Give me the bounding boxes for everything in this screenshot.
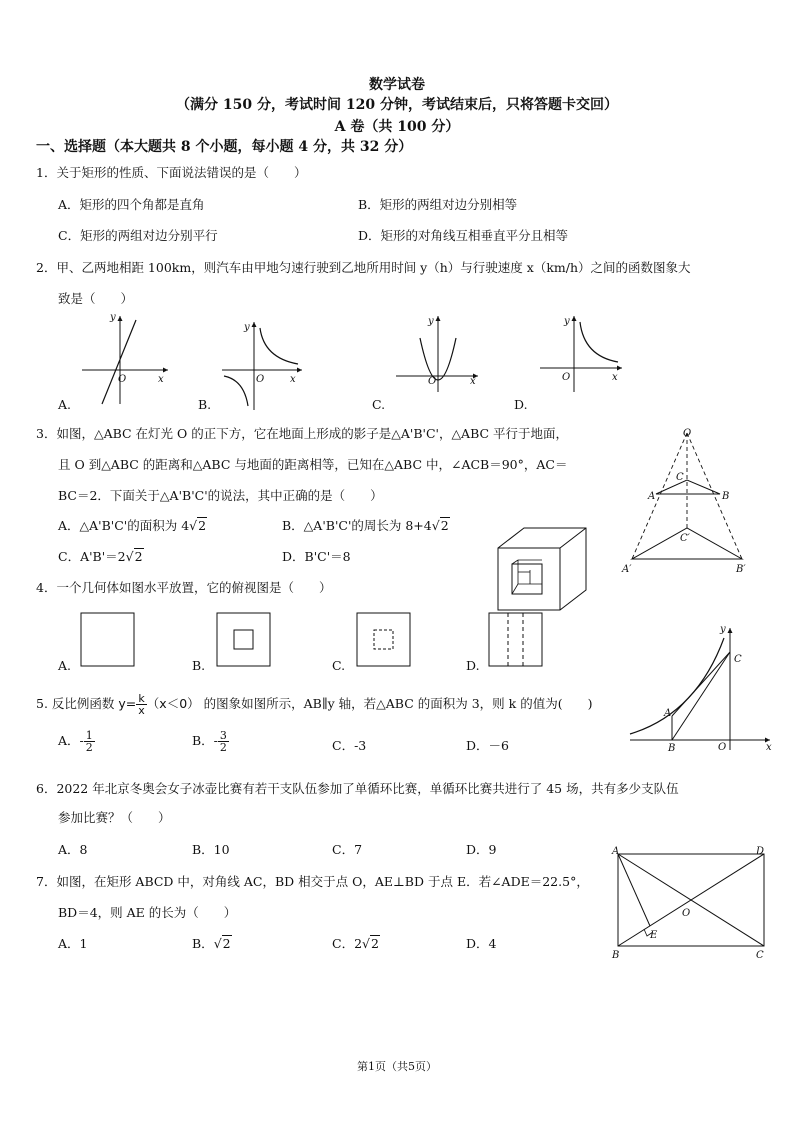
q1-option-c: C．矩形的两组对边分别平行 — [58, 228, 218, 243]
q3a-text: A．△A'B'C'的面积为 4 — [58, 518, 190, 533]
q2-graph-a — [80, 312, 170, 404]
q3c-radicand: 2 — [134, 549, 143, 564]
q7b-text: B． — [192, 936, 214, 951]
q3-label-O: O — [683, 428, 692, 439]
q6-option-b: B．10 — [192, 842, 230, 857]
volume-heading: A 卷（共 100 分） — [334, 119, 460, 135]
q6-option-a: A．8 — [58, 842, 88, 857]
q5-func-y: y — [118, 696, 126, 711]
q4-solid-figure — [494, 524, 594, 614]
q3-line3: BC＝2．下面关于△A'B'C'的说法，其中正确的是（ ） — [58, 488, 383, 503]
q3-label-B: B — [722, 491, 730, 502]
q2b-origin-label: O — [256, 374, 265, 385]
q3-option-c — [58, 547, 144, 565]
q2a-origin-label: O — [118, 374, 127, 385]
q4-option-a: A. — [58, 658, 72, 673]
q5b-frac — [218, 730, 229, 753]
q5-label-x: x — [766, 742, 772, 753]
q5a-den: 2 — [85, 741, 93, 754]
q5-option-b — [192, 730, 229, 753]
q3c-sqrt: √2 — [125, 549, 143, 564]
q3-label-C: C — [676, 472, 684, 483]
q3-label-B1: B′ — [736, 564, 746, 575]
q5a-frac — [84, 730, 95, 753]
q7c-text: C．2 — [332, 936, 363, 951]
q2-option-b: B. — [198, 397, 212, 412]
q2-stem-line1: 2．甲、乙两地相距 100km，则汽车由甲地匀速行驶到乙地所用时间 y（h）与行驶速度 x（km/h）之间的函数图象大 — [36, 260, 691, 275]
q7-figure — [608, 844, 774, 962]
q5-label-C: C — [734, 654, 742, 665]
q3-option-a — [58, 516, 207, 534]
q5-stem — [36, 693, 592, 716]
q4-stem: 4．一个几何体如图水平放置，它的俯视图是（ ） — [36, 580, 332, 595]
q7-label-A: A — [612, 846, 620, 857]
q2d-origin-label: O — [562, 372, 571, 383]
q3-figure — [618, 424, 758, 576]
q1-stem: 1．关于矩形的性质、下面说法错误的是（ ） — [36, 165, 307, 180]
q5-label-y: y — [720, 624, 726, 635]
q4-option-c-figure — [356, 612, 412, 668]
q5-figure — [626, 624, 776, 752]
q5-func-eq: = — [125, 696, 137, 711]
q3-label-A: A — [648, 491, 656, 502]
q2c-origin-label: O — [428, 376, 437, 387]
q7-line2: BD＝4，则 AE 的长为（ ） — [58, 905, 237, 920]
q6-option-c: C．7 — [332, 842, 363, 857]
q2-graph-c — [394, 312, 484, 404]
q2b-y-label: y — [244, 322, 250, 333]
q5-stem-post: 的图象如图所示，AB∥y 轴，若△ABC 的面积为 3，则 k 的值为( ) — [203, 696, 593, 711]
q3a-sqrt: √2 — [189, 518, 207, 533]
q4-option-c: C. — [332, 658, 346, 673]
q2d-x-label: x — [612, 372, 618, 383]
q5b-text: B．- — [192, 733, 218, 748]
exam-title: 数学试卷 — [369, 77, 425, 93]
q2-graph-d — [538, 312, 628, 404]
q7-label-C: C — [756, 950, 764, 961]
q5-label-A: A — [664, 708, 672, 719]
q5-label-O: O — [718, 742, 727, 753]
q2a-x-label: x — [158, 374, 164, 385]
q5-stem-pre: 5. 反比例函数 — [36, 696, 115, 711]
q5-func-cond: （x＜0） — [146, 696, 200, 711]
q2c-y-label: y — [428, 316, 434, 327]
q3b-text: B．△A'B'C'的周长为 8+4 — [282, 518, 432, 533]
q5a-text: A．- — [58, 733, 84, 748]
q6-line1: 6．2022 年北京冬奥会女子冰壶比赛有若干支队伍参加了单循环比赛，单循环比赛共进行了 45 场，共有多少支队伍 — [36, 781, 679, 796]
q7-option-b — [192, 934, 232, 952]
q3-option-b — [282, 516, 450, 534]
q3-line1: 3．如图，△ABC 在灯光 O 的正下方，它在地面上形成的影子是△A'B'C'，△ABC 平行于地面， — [36, 426, 569, 441]
q7b-sqrt: √2 — [213, 936, 231, 951]
q5b-den: 2 — [219, 741, 227, 754]
q2d-y-label: y — [564, 316, 570, 327]
q7-label-E: E — [650, 930, 658, 941]
q2-graph-b — [220, 318, 310, 410]
page-footer: 第1页（共5页） — [357, 1060, 437, 1073]
q3-line2: 且 O 到△ABC 的距离和△ABC 与地面的距离相等，已知在△ABC 中，∠ACB＝90°，AC＝ — [58, 457, 568, 472]
q5-function — [118, 692, 203, 717]
q3c-text: C．A'B'＝2 — [58, 549, 126, 564]
q3b-sqrt: √2 — [431, 518, 449, 533]
q4-option-a-figure — [80, 612, 136, 668]
q2b-x-label: x — [290, 374, 296, 385]
q1-option-d: D．矩形的对角线互相垂直平分且相等 — [358, 228, 569, 243]
q7-option-a: A．1 — [58, 936, 88, 951]
q4-option-b-figure — [216, 612, 272, 668]
q7-option-c — [332, 934, 380, 952]
q5-func-den: x — [138, 704, 145, 717]
q7-label-B: B — [612, 950, 620, 961]
q4-option-b: B. — [192, 658, 206, 673]
q5a-num: 1 — [85, 729, 93, 742]
q6-line2: 参加比赛？（ ） — [58, 810, 171, 825]
q3a-radicand: 2 — [198, 518, 207, 533]
q5b-num: 3 — [219, 729, 227, 742]
q7-label-D: D — [756, 846, 765, 857]
q1-option-a: A．矩形的四个角都是直角 — [58, 197, 205, 212]
q5-option-c: C．-3 — [332, 738, 367, 753]
q3-option-d: D．B'C'＝8 — [282, 549, 351, 564]
q1-option-b: B．矩形的两组对边分别相等 — [358, 197, 518, 212]
q5-label-B: B — [668, 743, 676, 754]
q7-line1: 7．如图，在矩形 ABCD 中，对角线 AC，BD 相交于点 O，AE⊥BD 于点 E．若∠ADE＝22.5°， — [36, 874, 589, 889]
q3b-radicand: 2 — [440, 518, 449, 533]
q7c-radicand: 2 — [371, 936, 379, 951]
q5-func-num: k — [136, 693, 147, 705]
q3-label-A1: A′ — [622, 564, 632, 575]
q4-option-d-figure — [488, 612, 544, 668]
q7-label-O: O — [682, 908, 691, 919]
q7b-radicand: 2 — [222, 936, 231, 951]
q2-option-c: C. — [372, 397, 386, 412]
q2a-y-label: y — [110, 312, 116, 323]
q2-stem-line2: 致是（ ） — [58, 291, 134, 306]
q5-option-d: D．－6 — [466, 738, 509, 753]
q5-func-frac — [136, 693, 147, 716]
q5-option-a — [58, 730, 95, 753]
q2-option-a: A. — [58, 397, 72, 412]
q3-label-C1: C′ — [680, 533, 690, 544]
q4-option-d: D. — [466, 658, 480, 673]
q7-option-d: D．4 — [466, 936, 497, 951]
q7c-sqrt: √2 — [362, 936, 379, 951]
exam-subtitle: （满分 150 分，考试时间 120 分钟，考试结束后，只将答题卡交回） — [176, 97, 618, 113]
q2c-x-label: x — [470, 376, 476, 387]
q6-option-d: D．9 — [466, 842, 497, 857]
q2-option-d: D. — [514, 397, 528, 412]
section-heading: 一、选择题（本大题共 8 个小题，每小题 4 分，共 32 分） — [36, 139, 413, 155]
